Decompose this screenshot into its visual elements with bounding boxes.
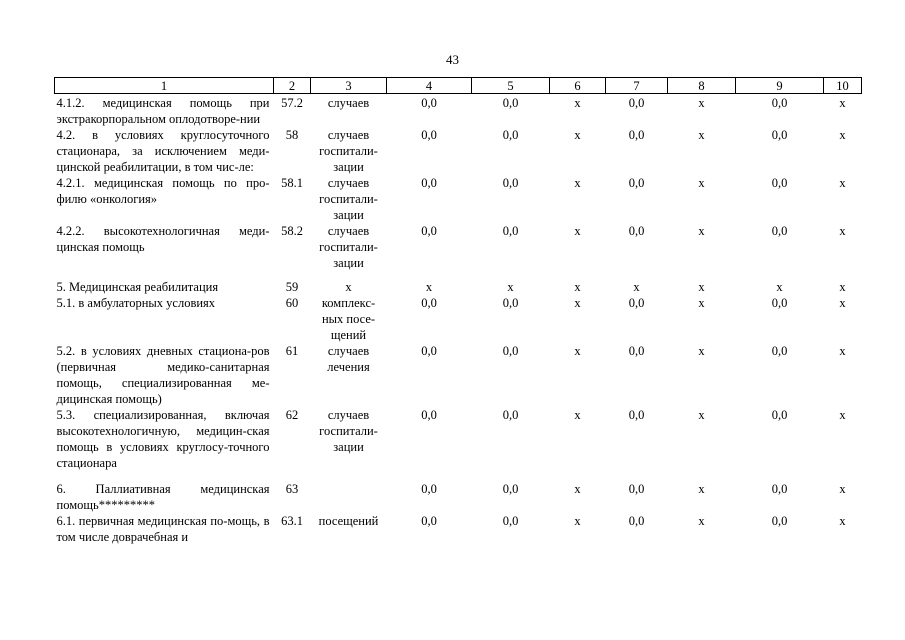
row-unit: случаев лечения xyxy=(327,344,370,374)
row-name: 4.1.2. медицинская помощь при экстракорпоральном оплодотворе-нии xyxy=(56,96,270,126)
row-value: х xyxy=(574,96,581,110)
row-code: 57.2 xyxy=(281,96,303,110)
row-value: х xyxy=(698,408,705,422)
row-value: 0,0 xyxy=(771,224,788,238)
row-value: х xyxy=(574,296,581,310)
column-header: 5 xyxy=(472,78,550,94)
row-code: 58 xyxy=(285,128,299,142)
row-value: х xyxy=(839,296,846,310)
row-name: 5.2. в условиях дневных стациона-ров (первичная медико-санитарная помощь, специализированная ме-дицинская помощь) xyxy=(56,344,270,406)
row-name: 6.1. первичная медицинская по-мощь, в том числе доврачебная и xyxy=(56,514,270,544)
table-row xyxy=(55,295,862,343)
row-value: 0,0 xyxy=(771,128,788,142)
column-header: 9 xyxy=(736,78,824,94)
row-unit xyxy=(311,481,387,513)
row-value: х xyxy=(425,280,433,294)
row-unit: случаев госпитали-зации xyxy=(319,128,378,174)
row-name: 6. Паллиативная медицинская помощь********* xyxy=(56,482,270,512)
table-row xyxy=(55,343,862,407)
row-unit: случаев госпитали-зации xyxy=(319,408,378,454)
row-unit: х xyxy=(345,280,352,294)
row-value: 0,0 xyxy=(421,296,437,310)
row-value: 0,0 xyxy=(502,128,519,142)
row-value: 0,0 xyxy=(502,224,519,238)
row-code: 60 xyxy=(285,296,299,310)
table-row xyxy=(55,407,862,471)
row-unit: случаев госпитали-зации xyxy=(319,176,378,222)
row-name: 4.2.2. высокотехнологичная меди-цинская помощь xyxy=(56,224,270,254)
row-unit: посещений xyxy=(318,514,379,528)
spacer-cell xyxy=(55,271,862,279)
row-value: 0,0 xyxy=(502,482,519,496)
table-row xyxy=(55,223,862,271)
row-code: 63 xyxy=(285,482,299,496)
row-value: 0,0 xyxy=(502,408,519,422)
row-value: 0,0 xyxy=(421,224,437,238)
row-value: 0,0 xyxy=(771,296,788,310)
row-value: 0,0 xyxy=(502,176,519,190)
row-value: х xyxy=(698,96,705,110)
row-value: 0,0 xyxy=(421,514,437,528)
row-value: х xyxy=(698,128,705,142)
row-value: х xyxy=(698,280,705,294)
row-code: 63.1 xyxy=(281,514,303,528)
row-value: х xyxy=(839,280,846,294)
row-value: х xyxy=(839,176,846,190)
row-value: х xyxy=(839,344,846,358)
table-row xyxy=(55,513,862,545)
row-value: 0,0 xyxy=(502,514,519,528)
spacer-cell xyxy=(55,471,862,481)
row-value: х xyxy=(574,514,581,528)
column-header: 3 xyxy=(311,78,387,94)
row-value: х xyxy=(776,280,783,294)
row-value: х xyxy=(574,482,581,496)
row-code: 58.1 xyxy=(281,176,303,190)
row-value: 0,0 xyxy=(771,344,788,358)
row-value: 0,0 xyxy=(771,514,788,528)
column-header: 4 xyxy=(387,78,472,94)
row-name: 4.2. в условиях круглосуточного стационара, за исключением меди-цинской реабилитации, в том чис-ле: xyxy=(56,128,270,174)
row-value: 0,0 xyxy=(421,96,437,110)
row-value: 0,0 xyxy=(421,408,437,422)
row-unit: случаев xyxy=(327,96,370,110)
row-value: х xyxy=(698,296,705,310)
row-value: х xyxy=(698,514,705,528)
row-value: х xyxy=(574,408,581,422)
row-name: 5. Медицинская реабилитация xyxy=(56,280,219,294)
row-name: 5.3. специализированная, включая высокотехнологичную, медицин-ская помощь в условиях круглосу-точного стационара xyxy=(56,408,270,470)
row-value: 0,0 xyxy=(502,296,519,310)
column-header: 1 xyxy=(55,78,274,94)
row-value: 0,0 xyxy=(771,176,788,190)
row-spacer xyxy=(55,471,862,481)
row-value: 0,0 xyxy=(771,482,788,496)
row-value: х xyxy=(574,176,581,190)
table-row xyxy=(55,175,862,223)
row-value: 0,0 xyxy=(502,96,519,110)
table-row xyxy=(55,94,862,128)
header-row xyxy=(55,78,862,94)
row-code: 58.2 xyxy=(281,224,303,238)
table-row xyxy=(55,279,862,295)
row-name: 5.1. в амбулаторных условиях xyxy=(56,296,216,310)
row-value: х xyxy=(574,344,581,358)
row-value: 0,0 xyxy=(628,408,645,422)
row-value: 0,0 xyxy=(771,96,788,110)
row-value: х xyxy=(839,514,846,528)
row-value: х xyxy=(698,176,705,190)
row-value: х xyxy=(633,280,640,294)
column-header: 2 xyxy=(274,78,311,94)
row-value: х xyxy=(839,482,846,496)
row-value: 0,0 xyxy=(421,344,437,358)
row-value: х xyxy=(574,224,581,238)
row-value: х xyxy=(574,280,581,294)
row-value: 0,0 xyxy=(628,296,645,310)
column-header: 7 xyxy=(606,78,668,94)
row-value: х xyxy=(698,482,705,496)
row-value: х xyxy=(839,128,846,142)
row-spacer xyxy=(55,271,862,279)
row-name: 4.2.1. медицинская помощь по про-филю «онкология» xyxy=(56,176,270,206)
row-value: 0,0 xyxy=(628,224,645,238)
column-header: 6 xyxy=(550,78,606,94)
row-value: х xyxy=(698,224,705,238)
row-value: х xyxy=(698,344,705,358)
row-value: 0,0 xyxy=(502,344,519,358)
row-value: х xyxy=(574,128,581,142)
table-row xyxy=(55,127,862,175)
row-value: 0,0 xyxy=(628,128,645,142)
row-value: 0,0 xyxy=(628,514,645,528)
row-unit: комплекс-ных посе-щений xyxy=(321,296,376,342)
row-value: 0,0 xyxy=(421,128,437,142)
row-value: 0,0 xyxy=(628,176,645,190)
row-value: х xyxy=(839,408,846,422)
row-value: х xyxy=(839,96,846,110)
column-header: 10 xyxy=(824,78,862,94)
row-value: 0,0 xyxy=(771,408,788,422)
table-row xyxy=(55,481,862,513)
row-value: 0,0 xyxy=(421,176,437,190)
page-number: 43 xyxy=(446,52,459,67)
row-code: 59 xyxy=(285,280,299,294)
data-table xyxy=(54,77,862,545)
row-value: 0,0 xyxy=(421,482,437,496)
row-value: 0,0 xyxy=(628,344,645,358)
row-unit: случаев госпитали-зации xyxy=(319,224,378,270)
row-value: 0,0 xyxy=(628,96,645,110)
row-code: 61 xyxy=(285,344,299,358)
row-value: 0,0 xyxy=(628,482,645,496)
row-code: 62 xyxy=(285,408,299,422)
row-value: х xyxy=(839,224,846,238)
column-header: 8 xyxy=(668,78,736,94)
row-value: х xyxy=(507,280,514,294)
